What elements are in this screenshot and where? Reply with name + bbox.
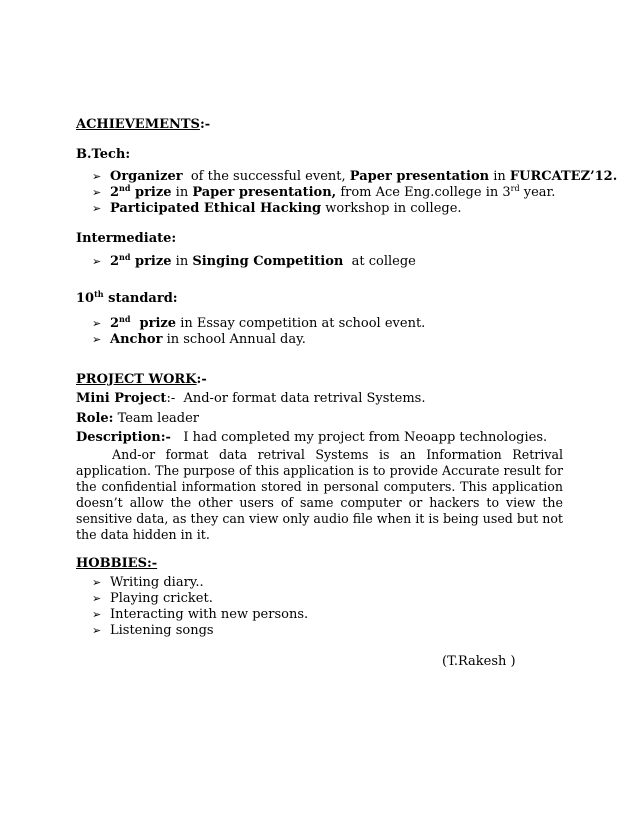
mini-project-line: Mini Project:- And-or format data retrival Systems. [76,391,426,406]
achievements-heading: ACHIEVEMENTS:- [76,117,211,132]
description-line: Description:- I had completed my project from Neoapp technologies. [76,430,548,445]
arrowhead-bullet-icon: ➢ [92,255,102,268]
list-item: ➢ Listening songs [92,623,214,638]
role-line: Role: Team leader [76,411,200,426]
list-item: ➢ 2nd prize in Paper presentation, from Ace Eng.college in 3rd year. [92,183,556,200]
list-item: ➢ Anchor in school Annual day. [92,332,306,347]
tenth-standard-label: 10th standard: [76,289,178,306]
project-work-heading: PROJECT WORK:- [76,372,207,387]
btech-label: B.Tech: [76,147,131,162]
arrowhead-bullet-icon: ➢ [92,576,102,589]
arrowhead-bullet-icon: ➢ [92,186,102,199]
arrowhead-bullet-icon: ➢ [92,202,102,215]
list-item: ➢ 2nd prize in Essay competition at school event. [92,314,426,331]
list-item: ➢ Interacting with new persons. [92,607,309,622]
arrowhead-bullet-icon: ➢ [92,624,102,637]
project-description-paragraph: And-or format data retrival Systems is an Information Retrival application. The purpose of this application is to provide Accurate result for the confidential information stored in personal computers. This application doesn’t allow the other users of same computer or hackers to view the sensitive data, as they can view only audio file when it is being used but not the data hidden in it. [76,447,563,542]
arrowhead-bullet-icon: ➢ [92,170,102,183]
arrowhead-bullet-icon: ➢ [92,608,102,621]
arrowhead-bullet-icon: ➢ [92,592,102,605]
hobbies-heading: HOBBIES:- [76,556,158,571]
list-item: ➢ Writing diary.. [92,575,204,590]
intermediate-label: Intermediate: [76,231,177,246]
list-item: ➢ Organizer of the successful event, Paper presentation in FURCATEZ’12. [92,169,618,184]
list-item: ➢ Participated Ethical Hacking workshop in college. [92,201,462,216]
list-item: ➢ 2nd prize in Singing Competition at college [92,252,416,269]
arrowhead-bullet-icon: ➢ [92,317,102,330]
list-item: ➢ Playing cricket. [92,591,213,606]
signature-name: (T.Rakesh ) [442,654,516,669]
arrowhead-bullet-icon: ➢ [92,333,102,346]
